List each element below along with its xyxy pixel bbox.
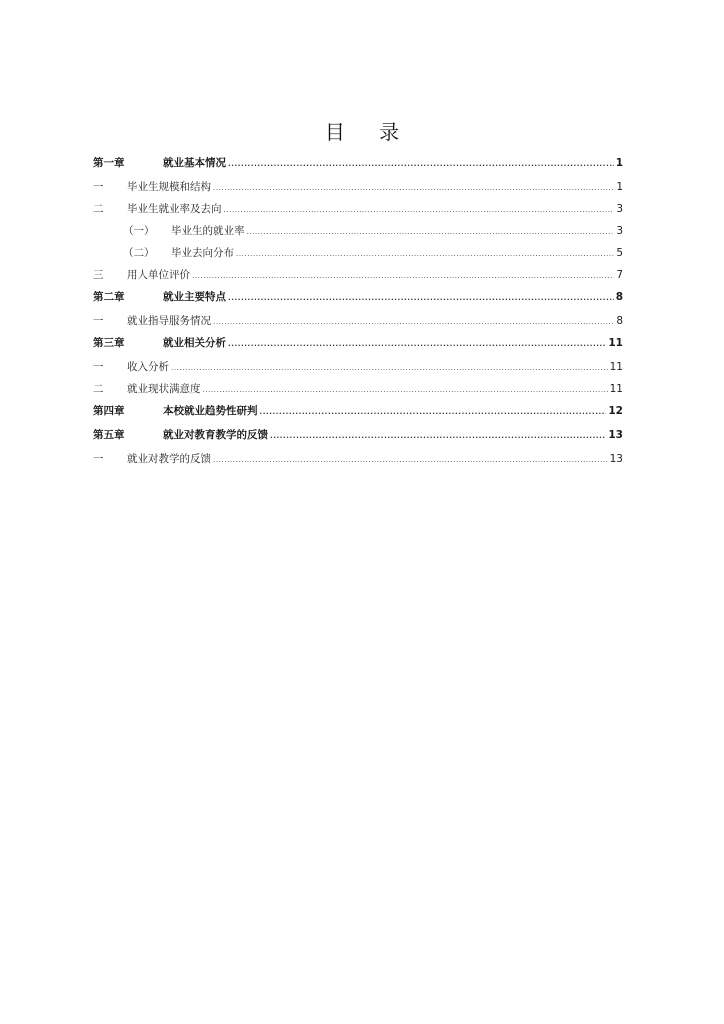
dot-leader xyxy=(203,383,608,397)
page-number: 8 xyxy=(616,315,623,327)
toc-section-1-1[interactable] xyxy=(93,181,623,195)
toc-section-1-2[interactable] xyxy=(93,203,623,217)
section-number: 一 xyxy=(93,361,104,373)
chapter-title: 就业主要特点 xyxy=(163,291,226,303)
dot-leader xyxy=(213,181,614,195)
page-number: 3 xyxy=(616,225,623,237)
dot-leader xyxy=(224,203,615,217)
dot-leader xyxy=(228,291,614,305)
section-number: 二 xyxy=(93,383,104,395)
toc-section-5-1[interactable] xyxy=(93,453,623,467)
section-number: 一 xyxy=(93,181,104,193)
subsection-number: （一） xyxy=(123,225,155,237)
section-number: 三 xyxy=(93,269,104,281)
section-title: 毕业生规模和结构 xyxy=(127,181,211,193)
page-number: 1 xyxy=(616,181,623,193)
dot-leader xyxy=(192,269,614,283)
section-number: 二 xyxy=(93,203,104,215)
toc-subsection-1-2-2[interactable] xyxy=(93,247,623,261)
chapter-number: 第三章 xyxy=(93,337,125,349)
page-number: 7 xyxy=(616,269,623,281)
section-number: 一 xyxy=(93,453,104,465)
page-number: 5 xyxy=(616,247,623,259)
chapter-number: 第五章 xyxy=(93,429,125,441)
dot-leader xyxy=(236,247,614,261)
toc-chapter-4[interactable] xyxy=(93,405,623,419)
section-title: 就业对教学的反馈 xyxy=(127,453,211,465)
dot-leader xyxy=(213,315,614,329)
page-title: 目 录 xyxy=(324,120,414,144)
dot-leader xyxy=(228,337,606,351)
chapter-title: 本校就业趋势性研判 xyxy=(163,405,258,417)
page-number: 1 xyxy=(615,157,623,169)
page-number: 11 xyxy=(609,361,623,373)
page-number: 11 xyxy=(608,337,623,349)
page-number: 8 xyxy=(615,291,623,303)
toc-chapter-5[interactable] xyxy=(93,429,623,443)
chapter-number: 第一章 xyxy=(93,157,125,169)
toc-chapter-2[interactable] xyxy=(93,291,623,305)
toc-subsection-1-2-1[interactable] xyxy=(93,225,623,239)
page-number: 13 xyxy=(609,453,623,465)
dot-leader xyxy=(213,453,608,467)
section-number: 一 xyxy=(93,315,104,327)
section-title: 收入分析 xyxy=(127,361,169,373)
dot-leader xyxy=(228,157,614,171)
toc-chapter-1[interactable] xyxy=(93,157,623,171)
toc-section-1-3[interactable] xyxy=(93,269,623,283)
dot-leader xyxy=(260,405,607,419)
toc-section-2-1[interactable] xyxy=(93,315,623,329)
section-title: 就业现状满意度 xyxy=(127,383,201,395)
table-of-contents xyxy=(93,150,623,475)
dot-leader xyxy=(171,361,608,375)
page-number: 13 xyxy=(608,429,623,441)
section-title: 用人单位评价 xyxy=(127,269,190,281)
section-title: 毕业生就业率及去向 xyxy=(127,203,222,215)
page-number: 3 xyxy=(616,203,623,215)
dot-leader xyxy=(270,429,606,443)
page-number: 11 xyxy=(609,383,623,395)
toc-section-3-2[interactable] xyxy=(93,383,623,397)
chapter-number: 第四章 xyxy=(93,405,125,417)
subsection-title: 毕业生的就业率 xyxy=(171,225,245,237)
chapter-title: 就业基本情况 xyxy=(163,157,226,169)
subsection-number: （二） xyxy=(123,247,155,259)
chapter-title: 就业对教育教学的反馈 xyxy=(163,429,268,441)
section-title: 就业指导服务情况 xyxy=(127,315,211,327)
page-number: 12 xyxy=(608,405,623,417)
chapter-number: 第二章 xyxy=(93,291,125,303)
toc-section-3-1[interactable] xyxy=(93,361,623,375)
toc-chapter-3[interactable] xyxy=(93,337,623,351)
chapter-title: 就业相关分析 xyxy=(163,337,226,349)
subsection-title: 毕业去向分布 xyxy=(171,247,234,259)
dot-leader xyxy=(247,225,615,239)
